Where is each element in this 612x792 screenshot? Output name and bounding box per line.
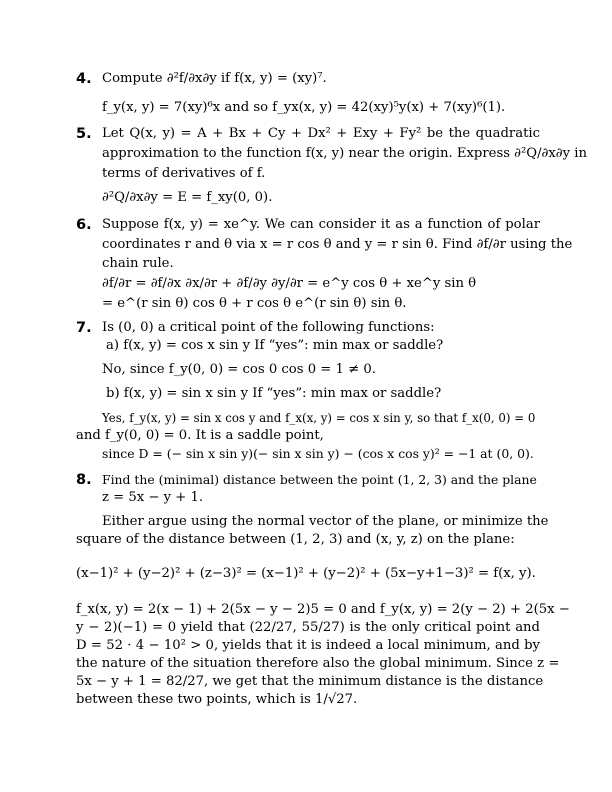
problem-7-answer-b-line-1: Yes, f_y(x, y) = sin x cos y and f_x(x, y) = cos x sin y, so that f_x(0, 0) = 0 <box>102 411 536 425</box>
problem-6-question-line-2: coordinates r and θ via x = r cos θ and y = r sin θ. Find ∂f/∂r using the <box>102 237 573 252</box>
problem-7-answer-b-line-2: and f_y(0, 0) = 0. It is a saddle point, <box>76 428 324 443</box>
problem-6-question-line-3: chain rule. <box>102 256 174 271</box>
problem-5-question-line-3: terms of derivatives of f. <box>102 166 266 181</box>
problem-4-answer: f_y(x, y) = 7(xy)⁶x and so f_yx(x, y) = 42(xy)⁵y(x) + 7(xy)⁶(1). <box>102 100 506 115</box>
problem-7-part-a: a) f(x, y) = cos x sin y If “yes”: min max or saddle? <box>106 338 444 353</box>
problem-7-answer-a: No, since f_y(0, 0) = cos 0 cos 0 = 1 ≠ 0. <box>102 362 376 377</box>
problem-5-question-line-2: approximation to the function f(x, y) near the origin. Express ∂²Q/∂x∂y in <box>102 146 587 161</box>
problem-6-number: 6. <box>76 217 92 233</box>
problem-8-equation: (x−1)² + (y−2)² + (z−3)² = (x−1)² + (y−2)² + (5x−y+1−3)² = f(x, y). <box>76 566 536 581</box>
problem-4-question: Compute ∂²f/∂x∂y if f(x, y) = (xy)⁷. <box>102 71 327 86</box>
problem-6-question-line-1: Suppose f(x, y) = xe^y. We can consider it as a function of polar <box>102 217 540 232</box>
problem-6-answer-line-2: = e^(r sin θ) cos θ + r cos θ e^(r sin θ) sin θ. <box>102 296 407 311</box>
problem-5-number: 5. <box>76 126 92 142</box>
problem-5-question-line-1: Let Q(x, y) = A + Bx + Cy + Dx² + Exy + Fy² be the quadratic <box>102 126 540 141</box>
problem-8-answer-p2-line-4: the nature of the situation therefore also the global minimum. Since z = <box>76 656 560 671</box>
problem-8-answer-p1-line-2: square of the distance between (1, 2, 3) and (x, y, z) on the plane: <box>76 532 515 547</box>
problem-8-answer-p2-line-3: D = 52 · 4 − 10² > 0, yields that it is indeed a local minimum, and by <box>76 638 540 653</box>
problem-4-number: 4. <box>76 71 92 87</box>
problem-8-question-line-1: Find the (minimal) distance between the point (1, 2, 3) and the plane <box>102 472 537 487</box>
problem-8-question-line-2: z = 5x − y + 1. <box>102 490 204 505</box>
problem-8-answer-p2-line-2: y − 2)(−1) = 0 yield that (22/27, 55/27) is the only critical point and <box>76 620 540 635</box>
problem-8-answer-p2-line-1: f_x(x, y) = 2(x − 1) + 2(5x − y − 2)5 = 0 and f_y(x, y) = 2(y − 2) + 2(5x − <box>76 602 570 617</box>
problem-8-answer-p2-line-6: between these two points, which is 1/√27. <box>76 692 358 707</box>
problem-8-answer-p2-line-5: 5x − y + 1 = 82/27, we get that the minimum distance is the distance <box>76 674 544 689</box>
problem-7-part-b: b) f(x, y) = sin x sin y If “yes”: min max or saddle? <box>106 386 442 401</box>
problem-7-question: Is (0, 0) a critical point of the following functions: <box>102 320 435 335</box>
problem-7-answer-b-line-3: since D = (− sin x sin y)(− sin x sin y) − (cos x cos y)² = −1 at (0, 0). <box>102 446 534 461</box>
problem-8-number: 8. <box>76 472 92 488</box>
problem-5-answer: ∂²Q/∂x∂y = E = f_xy(0, 0). <box>102 190 273 205</box>
problem-8-answer-p1-line-1: Either argue using the normal vector of the plane, or minimize the <box>102 514 549 529</box>
problem-7-number: 7. <box>76 320 92 336</box>
problem-6-answer-line-1: ∂f/∂r = ∂f/∂x ∂x/∂r + ∂f/∂y ∂y/∂r = e^y cos θ + xe^y sin θ <box>102 276 477 291</box>
